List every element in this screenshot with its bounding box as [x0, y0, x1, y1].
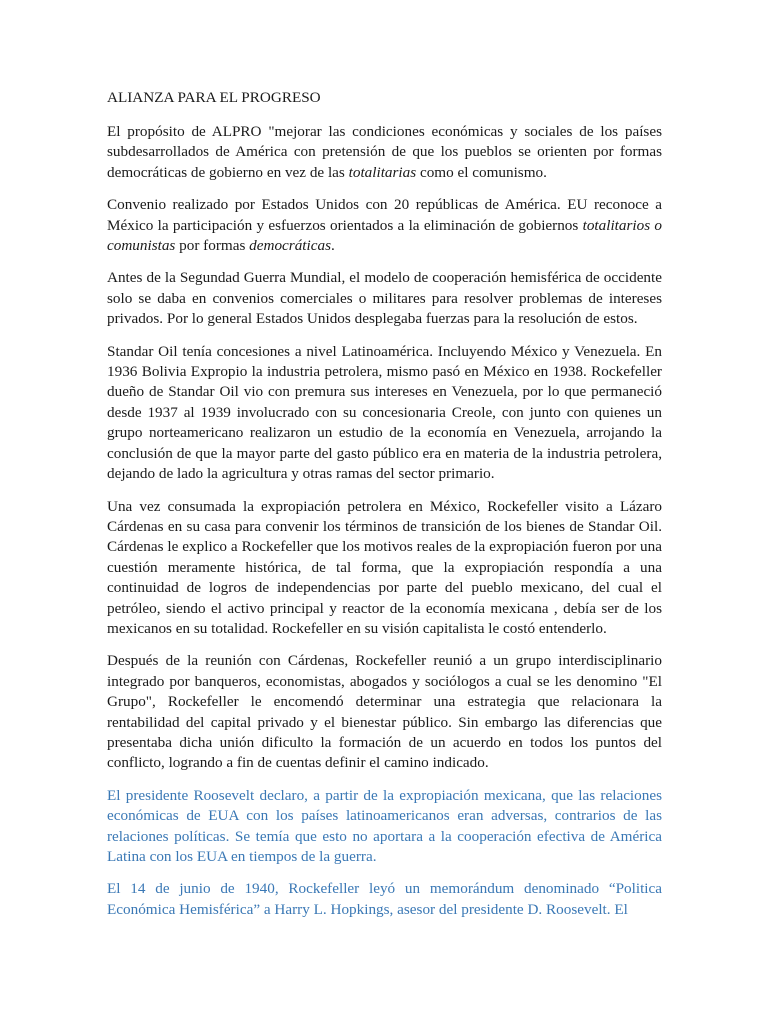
document-title: ALIANZA PARA EL PROGRESO	[107, 89, 321, 106]
paragraph-alpro-purpose	[107, 122, 662, 183]
p1-text-a: El propósito de ALPRO "mejorar las condiciones económicas y sociales de los países subdesarrollados de América con pretensión de que los pueblos se orienten por formas democráticas de gobierno en vez de las	[107, 123, 662, 181]
p2-italic-totalitarios: totalitarios o comunistas	[107, 216, 663, 255]
paragraph-standar-oil: Standar Oil tenía concesiones a nivel Latinoamérica. Incluyendo México y Venezuela. En 1936 Bolivia Expropio la industria petrolera, mismo pasó en México en 1938. Rockefeller dueño de Standar Oil vio con premura sus intereses en Venezuela, por lo que permaneció desde 1937 al 1939 involucrado con su concesionaria Creole, con junto con quienes un grupo norteamericano realizaron un estudio de la economía en Venezuela, arrojando la conclusión de que la mayor parte del gasto público era en materia de la industria petrolera, dejando de lado la agricultura y otras ramas del sector primario.	[107, 342, 662, 483]
paragraph-memorandum: El 14 de junio de 1940, Rockefeller leyó un memorándum denominado “Politica Económica Hemisférica” a Harry L. Hopkings, asesor del presidente D. Roosevelt. El	[107, 880, 662, 918]
p2-text-b: por formas	[175, 237, 250, 255]
p1-italic-totalitarias: totalitarias	[348, 163, 417, 181]
paragraph-el-grupo: Después de la reunión con Cárdenas, Rockefeller reunió a un grupo interdisciplinario integrado por banqueros, economistas, abogados y sociólogos a cual se les denomino "El Grupo", Rockefeller le encomendó determinar una estrategia que relacionara la rentabilidad del capital privado y el bienestar público. Sin embargo las diferencias que presentaba dicha unión dificulto la formación de un acuerdo en todos los puntos del conflicto, logrando a fin de cuentas definir el camino indicado.	[107, 652, 662, 772]
paragraph-convenio	[107, 195, 662, 256]
p2-text-a: Convenio realizado por Estados Unidos con 20 repúblicas de América. EU reconoce a México la participación y esfuerzos orientados a la eliminación de gobiernos	[107, 196, 662, 234]
p2-text-c: .	[330, 237, 335, 255]
paragraph-expropiacion: Una vez consumada la expropiación petrolera en México, Rockefeller visito a Lázaro Cárdenas en su casa para convenir los términos de transición de los bienes de Standar Oil. Cárdenas le explico a Rockefeller que los motivos reales de la expropiación fueron por una cuestión meramente histórica, de tal forma, que la expropiación respondía a una continuidad de logros de independencias por parte del pueblo mexicano, del cual el petróleo, siendo el activo principal y reactor de la economía mexicana , debía ser de los mexicanos en su totalidad. Rockefeller en su visión capitalista le costó entenderlo.	[107, 497, 662, 637]
p2-italic-democraticas: democráticas	[249, 237, 331, 255]
p1-text-b: como el comunismo.	[416, 163, 547, 181]
paragraph-segunda-guerra: Antes de la Segundad Guerra Mundial, el modelo de cooperación hemisférica de occidente solo se daba en convenios comerciales o militares para resolver problemas de intereses privados. Por lo general Estados Unidos desplegaba fuerzas para la resolución de estos.	[107, 269, 662, 328]
paragraph-roosevelt: El presidente Roosevelt declaro, a partir de la expropiación mexicana, que las relaciones económicas de EUA con los países latinoamericanos eran adversas, contrarios de las relaciones políticas. Se temía que esto no aportara a la cooperación efectiva de América Latina con los EUA en tiempos de la guerra.	[107, 786, 662, 865]
